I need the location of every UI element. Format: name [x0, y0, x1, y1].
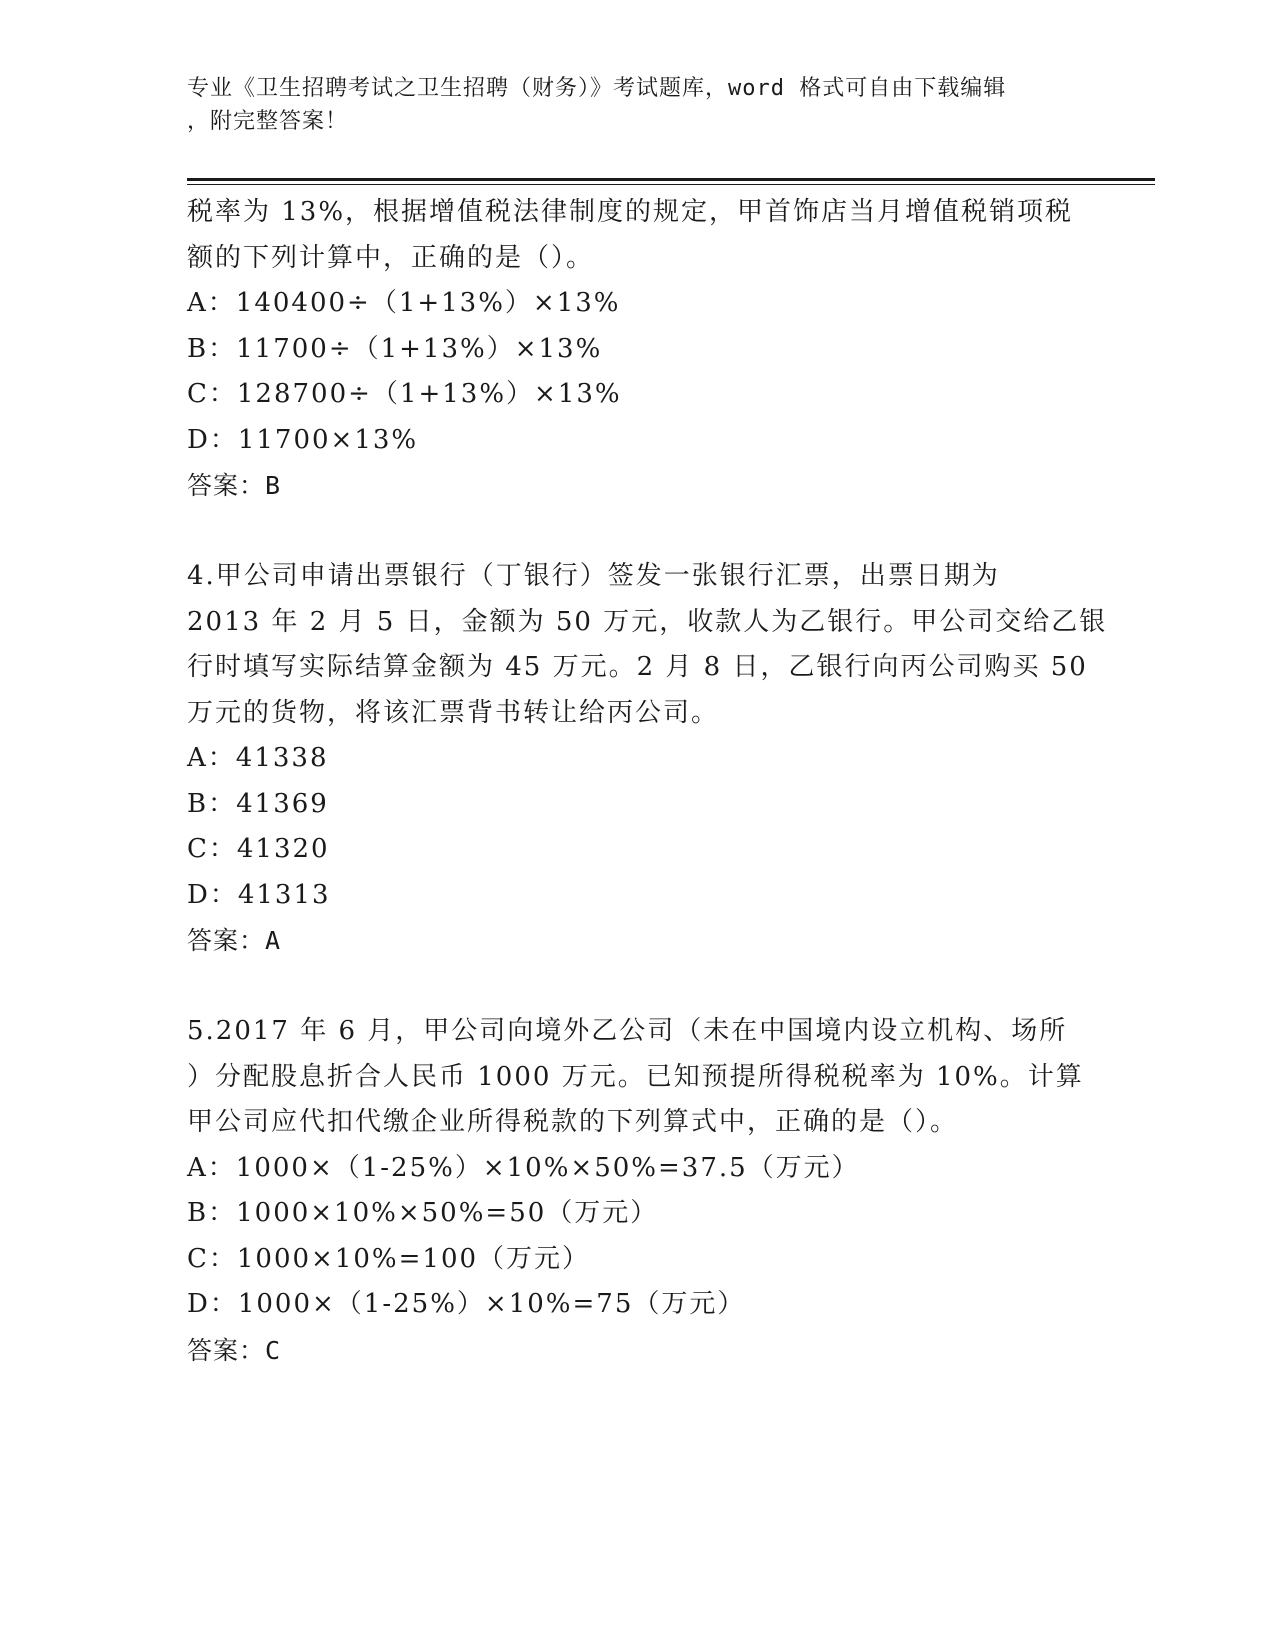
- option-b: B：11700÷（1+13%）×13%: [187, 333, 603, 364]
- answer-line: 答案：B: [187, 471, 282, 500]
- question-stem-line: 税率为 13%，根据增值税法律制度的规定，甲首饰店当月增值税销项税: [187, 197, 1074, 227]
- question-stem-line: 甲公司应代扣代缴企业所得税款的下列算式中，正确的是（）。: [187, 1107, 959, 1137]
- question-stem-line: 万元的货物，将该汇票背书转让给丙公司。: [187, 697, 720, 728]
- page-header: [187, 72, 1067, 138]
- spacer: [187, 964, 1087, 1010]
- question-3: [187, 190, 1087, 509]
- option-b: B：1000×10%×50%=50（万元）: [187, 1198, 659, 1228]
- option-d: D：11700×13%: [187, 424, 419, 455]
- question-4: [187, 554, 1108, 964]
- question-stem-line: ）分配股息折合人民币 1000 万元。已知预提所得税税率为 10%。计算: [187, 1061, 1084, 1092]
- option-c: C：41320: [187, 834, 330, 864]
- option-a: A：1000×（1-25%）×10%×50%=37.5（万元）: [187, 1152, 860, 1183]
- option-b: B：41369: [187, 788, 329, 819]
- question-list: [187, 190, 1108, 1373]
- option-c: C：128700÷（1+13%）×13%: [187, 379, 622, 409]
- answer-line: 答案：A: [187, 926, 282, 955]
- option-d: D：1000×（1-25%）×10%=75（万元）: [187, 1289, 746, 1319]
- question-stem-line: 5.2017 年 6 月，甲公司向境外乙公司（未在中国境内设立机构、场所: [187, 1016, 1068, 1046]
- option-c: C：1000×10%=100（万元）: [187, 1243, 591, 1274]
- spacer: [187, 509, 1087, 555]
- question-stem-line: 4.甲公司申请出票银行（丁银行）签发一张银行汇票，出票日期为: [187, 561, 1000, 591]
- question-stem-line: 额的下列计算中，正确的是（）。: [187, 242, 595, 273]
- option-a: A：140400÷（1+13%）×13%: [187, 288, 621, 318]
- option-a: A：41338: [187, 743, 329, 773]
- header-divider-thin: [187, 184, 1155, 185]
- header-divider-thick: [187, 178, 1155, 181]
- header-line-2: ，附完整答案！: [187, 109, 349, 134]
- question-stem-line: 行时填写实际结算金额为 45 万元。2 月 8 日，乙银行向丙公司购买 50: [187, 652, 1088, 682]
- answer-line: 答案：C: [187, 1335, 282, 1365]
- header-line-1: 专业《卫生招聘考试之卫生招聘（财务）》考试题库，word 格式可自由下载编辑: [187, 76, 1007, 101]
- option-d: D：41313: [187, 879, 331, 910]
- question-stem-line: 2013 年 2 月 5 日，金额为 50 万元，收款人为乙银行。甲公司交给乙银: [187, 606, 1108, 637]
- question-5: [187, 1009, 1087, 1373]
